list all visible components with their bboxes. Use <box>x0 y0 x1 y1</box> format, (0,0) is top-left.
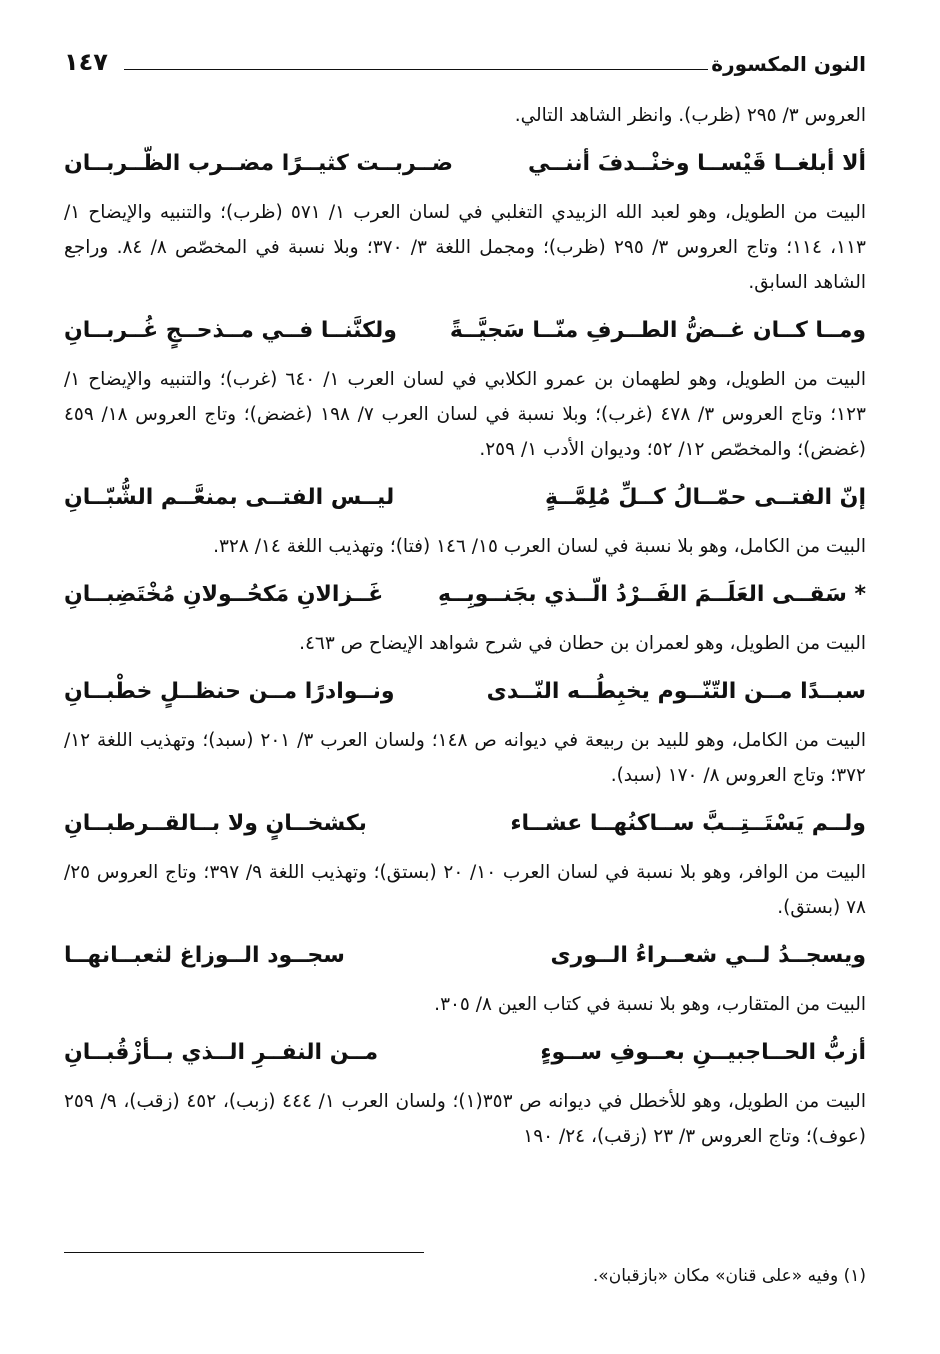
verse-first-hemistich: سبــدًا مــن التّنّــوم يخبِطُــه النّــدى <box>486 679 866 704</box>
footnote: (١) وفيه «على قنان» مكان «بازقبان». <box>592 1266 866 1286</box>
commentary-paragraph: البيت من الكامل، وهو بلا نسبة في لسان العرب ١٥/ ١٤٦ (فتا)؛ وتهذيب اللغة ١٤/ ٣٢٨. <box>213 536 866 557</box>
header-rule <box>124 69 708 70</box>
page-number: ١٤٧ <box>64 48 108 76</box>
verse-second-hemistich: ضــربــت كثيــرًا مضــرب الظّــربــان <box>64 151 453 176</box>
verse-first-hemistich: ألا أبلغــا قَيْســا وخنْــدفَ أننــي <box>527 151 866 176</box>
commentary-paragraph: البيت من الطويل، وهو لعمران بن حطان في شرح شواهد الإيضاح ص ٤٦٣. <box>299 633 866 654</box>
poetry-verse <box>64 667 866 723</box>
verse-first-hemistich: إنّ الفتــى حمّــالُ كــلِّ مُلِمَّــةٍ <box>544 485 866 510</box>
poetry-verse <box>64 1028 866 1084</box>
page-header <box>64 38 866 88</box>
poetry-verse <box>64 306 866 362</box>
verse-first-hemistich: ويسجــدُ لــي شعــراءُ الــورى <box>550 943 866 968</box>
verse-second-hemistich: غَــزالانِ مَكحُــولانِ مُخْتَضِبــانِ <box>64 582 384 607</box>
poetry-verse <box>64 799 866 855</box>
verse-first-hemistich: ومــا كــان غــضُّ الطــرفِ منّــا سَجيَّــةً <box>449 318 866 343</box>
commentary-paragraph: البيت من الطويل، وهو لطهمان بن عمرو الكلابي في لسان العرب ١/ ٦٤٠ (غرب)؛ والتنبيه والإيضاح ١/ ١٢٣؛ وتاج العروس ٣/ ٤٧٨ (غرب)؛ وبلا نسبة في لسان العرب ٧/ ١٩٨ (غضض)؛ وتاج العروس ١٨/ ٤٥٩ (غضض)؛ والمخصّص ١٢/ ٥٢؛ وديوان الأدب ١/ ٢٥٩. <box>64 369 866 460</box>
commentary-paragraph: البيت من الطويل، وهو للأخطل في ديوانه ص ٣٥٣(١)؛ ولسان العرب ١/ ٤٤٤ (زبب)، ٤٥٢ (زقب)، ٩/ ٢٥٩ (عوف)؛ وتاج العروس ٣/ ٢٣ (زقب)، ٢٤/ ١٩٠ <box>64 1091 866 1147</box>
commentary-paragraph: البيت من الكامل، وهو للبيد بن ربيعة في ديوانه ص ١٤٨؛ ولسان العرب ٣/ ٢٠١ (سبد)؛ وتهذيب اللغة ١٢/ ٣٧٢؛ وتاج العروس ٨/ ١٧٠ (سبد). <box>64 730 866 786</box>
commentary-paragraph: البيت من الوافر، وهو بلا نسبة في لسان العرب ١٠/ ٢٠ (بستق)؛ وتهذيب اللغة ٩/ ٣٩٧؛ وتاج العروس ٢٥/ ٧٨ (بستق). <box>64 862 866 918</box>
verse-second-hemistich: سجــود الــوزاغ لثعبــانهــا <box>64 943 345 968</box>
verse-second-hemistich: بكشخــانٍ ولا بــالقــرطبــانِ <box>64 811 367 836</box>
verse-second-hemistich: ليــس الفتــى بمنعَّــم الشُّبّــانِ <box>64 485 395 510</box>
poetry-verse <box>64 473 866 529</box>
running-title: النون المكسورة <box>711 52 866 76</box>
poetry-verse <box>64 570 866 626</box>
poetry-verse <box>64 139 866 195</box>
footnote-rule <box>64 1252 424 1253</box>
poetry-verse <box>64 931 866 987</box>
verse-second-hemistich: ونــوادرًا مــن حنظــلٍ خطْبــانِ <box>64 679 395 704</box>
verse-second-hemistich: مــن النفــرِ الــذي بــأزْقُبــانِ <box>64 1040 379 1065</box>
verse-first-hemistich: ولــم يَسْتَــتِــبَّ ســاكنُهــا عشــاء <box>510 811 866 836</box>
book-page <box>64 38 866 1328</box>
verse-first-hemistich: * سَقــى العَلَــمَ الفَــرْدُ الّــذي بجَنــوبِــهِ <box>438 582 866 607</box>
commentary-paragraph: البيت من الطويل، وهو لعبد الله الزبيدي التغلبي في لسان العرب ١/ ٥٧١ (ظرب)؛ والتنبيه والإيضاح ١/ ١١٣، ١١٤؛ وتاج العروس ٣/ ٢٩٥ (ظرب)؛ ومجمل اللغة ٣/ ٣٧٠؛ وبلا نسبة في المخصّص ٨/ ٨٤. وراجع الشاهد السابق. <box>64 202 866 293</box>
verse-first-hemistich: أزبُّ الحــاجبيــنِ بعــوفِ ســوءٍ <box>540 1040 866 1065</box>
commentary-paragraph: العروس ٣/ ٢٩٥ (ظرب). وانظر الشاهد التالي. <box>514 105 866 126</box>
verse-second-hemistich: ولكنَّنــا فــي مــذحــجٍ غُــربــانِ <box>64 318 397 343</box>
commentary-paragraph: البيت من المتقارب، وهو بلا نسبة في كتاب العين ٨/ ٣٠٥. <box>434 994 866 1015</box>
